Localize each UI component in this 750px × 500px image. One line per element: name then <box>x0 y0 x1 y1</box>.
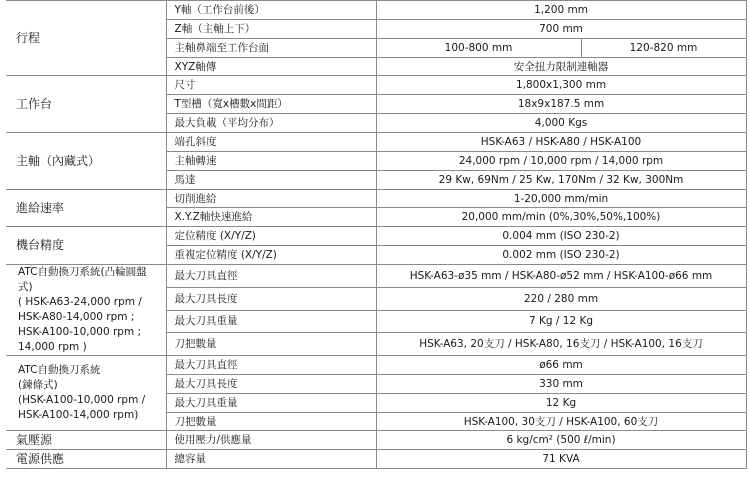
category-line: ATC自動換刀系統 <box>18 364 101 377</box>
param-value: 7 Kg / 12 Kg <box>376 310 746 333</box>
param-label: 端孔斜度 <box>166 133 376 152</box>
param-value: 1,200 mm <box>376 1 746 20</box>
param-label: 切削進給 <box>166 189 376 208</box>
param-value: 24,000 rpm / 10,000 rpm / 14,000 rpm <box>376 151 746 170</box>
category-line: ( HSK-A63-24,000 rpm / <box>18 296 142 309</box>
table-row <box>6 450 746 469</box>
param-label: T型槽（寬x槽數x間距） <box>166 95 376 114</box>
param-label: X.Y.Z軸快速進給 <box>166 208 376 227</box>
param-value: 20,000 mm/min (0%,30%,50%,100%) <box>376 208 746 227</box>
category-line: HSK-A100-14,000 rpm) <box>18 409 139 422</box>
param-label: 使用壓力/供應量 <box>166 431 376 450</box>
param-label: 刀把數量 <box>166 333 376 356</box>
param-label: 馬達 <box>166 170 376 189</box>
param-value: 700 mm <box>376 19 746 38</box>
param-value: 12 Kg <box>376 393 746 412</box>
param-label: 重複定位精度 (X/Y/Z) <box>166 246 376 265</box>
category-line: HSK-A100-10,000 rpm ; <box>18 326 142 339</box>
table-row <box>6 356 746 375</box>
param-value: 0.002 mm (ISO 230-2) <box>376 246 746 265</box>
category-travel: 行程 <box>6 1 166 76</box>
table-row <box>6 189 746 208</box>
param-value: ø66 mm <box>376 356 746 375</box>
param-label: 總容量 <box>166 450 376 469</box>
param-value: 29 Kw, 69Nm / 25 Kw, 170Nm / 32 Kw, 300Nm <box>376 170 746 189</box>
param-value: 220 / 280 mm <box>376 287 746 310</box>
param-value: 4,000 Kgs <box>376 114 746 133</box>
param-label: 尺寸 <box>166 76 376 95</box>
param-label: 最大刀具重量 <box>166 393 376 412</box>
param-value: 330 mm <box>376 374 746 393</box>
category-line: 14,000 rpm ) <box>18 341 87 354</box>
param-value: 1-20,000 mm/min <box>376 189 746 208</box>
param-label: 主軸轉速 <box>166 151 376 170</box>
table-row <box>6 133 746 152</box>
param-label: XYZ軸傳 <box>166 57 376 76</box>
param-value: 71 KVA <box>376 450 746 469</box>
param-value: HSK-A63, 20支刀 / HSK-A80, 16支刀 / HSK-A100, 16支刀 <box>376 333 746 356</box>
param-label: 最大負載（平均分布） <box>166 114 376 133</box>
table-row <box>6 76 746 95</box>
param-value: 6 kg/cm² (500 ℓ/min) <box>376 431 746 450</box>
param-value: 18x9x187.5 mm <box>376 95 746 114</box>
param-label: 最大刀具直徑 <box>166 356 376 375</box>
table-row <box>6 227 746 246</box>
param-label: Y軸（工作台前後） <box>166 1 376 20</box>
param-value: HSK-A63-ø35 mm / HSK-A80-ø52 mm / HSK-A100-ø66 mm <box>376 265 746 288</box>
category-line: (HSK-A100-10,000 rpm / <box>18 394 146 407</box>
param-label: Z軸（主軸上下） <box>166 19 376 38</box>
category-atc-chain <box>6 356 166 431</box>
param-value: 120-820 mm <box>581 38 746 57</box>
param-label: 最大刀具長度 <box>166 287 376 310</box>
category-power: 電源供應 <box>6 450 166 469</box>
param-label: 最大刀具重量 <box>166 310 376 333</box>
category-line: (鍊條式) <box>18 379 58 392</box>
param-value: 安全扭力限制連軸器 <box>376 57 746 76</box>
param-label: 定位精度 (X/Y/Z) <box>166 227 376 246</box>
param-value: 1,800x1,300 mm <box>376 76 746 95</box>
param-label: 主軸鼻端至工作台面 <box>166 38 376 57</box>
category-line: HSK-A80-14,000 rpm ; <box>18 311 135 324</box>
param-value: 100-800 mm <box>376 38 581 57</box>
table-row <box>6 265 746 288</box>
param-value: 0.004 mm (ISO 230-2) <box>376 227 746 246</box>
category-accuracy: 機台精度 <box>6 227 166 265</box>
category-table: 工作台 <box>6 76 166 133</box>
category-feed: 進給速率 <box>6 189 166 227</box>
category-spindle: 主軸（內藏式） <box>6 133 166 190</box>
category-line: ATC自動換刀系統(凸輪圓盤式) <box>18 266 147 294</box>
param-value: HSK-A63 / HSK-A80 / HSK-A100 <box>376 133 746 152</box>
table-row <box>6 1 746 20</box>
category-air: 氣壓源 <box>6 431 166 450</box>
table-row <box>6 431 746 450</box>
category-atc-disk <box>6 265 166 356</box>
param-value: HSK-A100, 30支刀 / HSK-A100, 60支刀 <box>376 412 746 431</box>
spec-table <box>6 0 747 469</box>
param-label: 最大刀具直徑 <box>166 265 376 288</box>
param-label: 刀把數量 <box>166 412 376 431</box>
param-label: 最大刀具長度 <box>166 374 376 393</box>
